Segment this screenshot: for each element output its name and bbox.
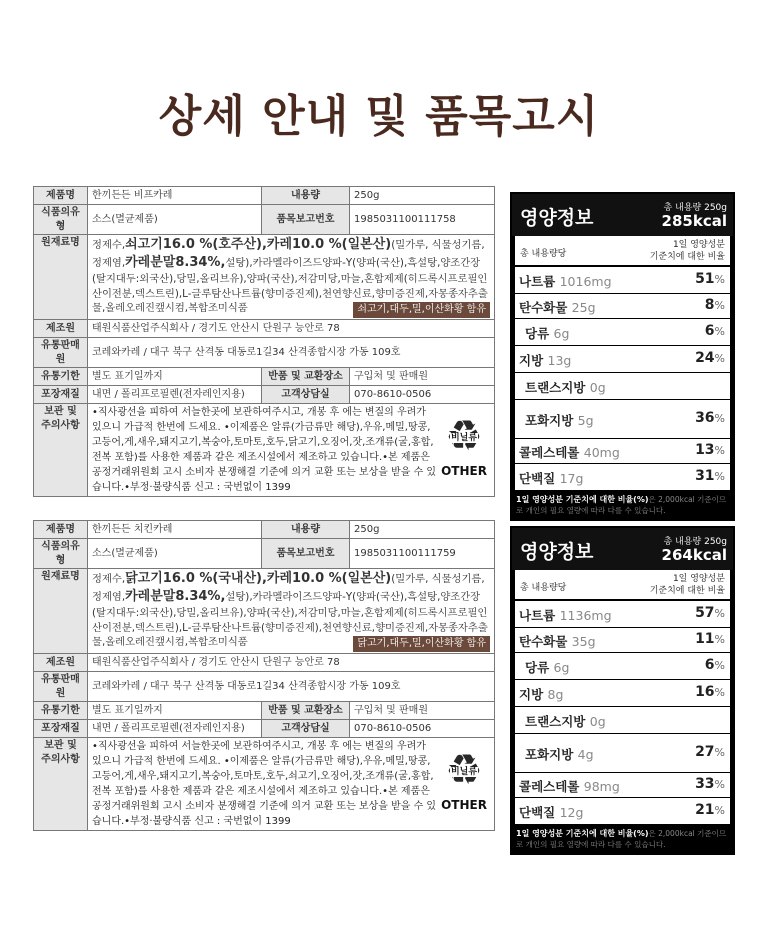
distributor: 코레와카레 / 대구 북구 산격동 대동로1길34 산격종합시장 가동 109호 — [88, 672, 495, 702]
recycle-mark — [440, 418, 488, 480]
ingredients-main: 닭고기16.0 %(국내산),카레10.0 %(일본산) — [125, 571, 392, 586]
label-product-name: 제품명 — [34, 187, 88, 205]
nutrient-amount: 98mg — [583, 779, 620, 794]
nutrient-row — [515, 707, 730, 734]
nutrient-label: 나트륨 — [519, 274, 556, 289]
daily-value-header: 1일 영양성분 기준치에 대한 비율 — [649, 240, 725, 263]
nutrient-name — [519, 632, 596, 650]
nutrient-label: 포화지방 — [525, 747, 574, 762]
label-packaging: 포장재질 — [34, 386, 88, 404]
label-volume: 내용량 — [262, 521, 350, 539]
nutrient-label: 트랜스지방 — [525, 714, 586, 729]
label-food-type: 식품의유형 — [34, 539, 88, 569]
nutrient-row — [515, 773, 730, 798]
nutrient-label: 탄수화물 — [519, 634, 568, 649]
notice — [88, 738, 495, 831]
nutrition-facts-panel — [510, 526, 735, 855]
nutrient-percent-value: 57 — [695, 605, 715, 621]
nutrient-row — [515, 734, 730, 773]
nutrient-row — [515, 373, 730, 400]
nutrient-row — [515, 400, 730, 439]
nutrient-label: 당류 — [525, 326, 550, 341]
nutrient-percent-value: 6 — [704, 323, 715, 339]
volume: 250g — [350, 521, 495, 539]
footnote-text: 은 2,000kcal 기준이므로 개인의 필요 열량에 따라 다를 수 있습니다. — [516, 829, 727, 849]
product-name: 한끼든든 치킨카레 — [88, 521, 262, 539]
report-no: 1985031100111759 — [350, 539, 495, 569]
label-manufacturer: 제조원 — [34, 320, 88, 338]
ingredients-main: 쇠고기16.0 %(호주산),카레10.0 %(일본산) — [125, 237, 392, 252]
nutrient-percent-value: 27 — [695, 744, 715, 760]
label-notice: 보관 및 주의사항 — [34, 404, 88, 497]
label-ingredients: 원재료명 — [34, 235, 88, 320]
notice-text: •직사광선을 피하여 서늘한곳에 보관하여주시고, 개봉 후 에는 변질의 우려가 있으니 가급적 한번에 드세요. •이제품은 알류(가금류만 해당),우유,메밀,땅콩,고등어,게,새우,돼지고기,복숭아,토마토,호두,닭고기,오징어,잣,조개류(굴,홍합,전복 포함)를 사용한 제품과 같은 제조시설에서 제조하고 있습니다.•본 제품은 공정거래위원회 고시 소비자 분쟁해결 기준에 의거 교환 또는 보상을 받을 수 있습니다.•부정·불량식품 신고 : 국번없이 1399 — [92, 407, 437, 494]
manufacturer: 태원식품산업주식회사 / 경기도 안산시 단원구 능안로 78 — [88, 654, 495, 672]
label-return-place: 반품 및 교환장소 — [262, 368, 350, 386]
nutrient-amount: 1016mg — [559, 274, 612, 289]
nutrient-name — [525, 378, 606, 396]
label-ingredients: 원재료명 — [34, 569, 88, 654]
nutrient-percent-value: 36 — [695, 410, 715, 426]
nutrient-amount: 40mg — [583, 445, 620, 460]
nutrient-percent: 31% — [695, 468, 725, 484]
nutrient-name — [519, 469, 583, 487]
nutrient-name — [525, 745, 594, 763]
nutrient-name — [525, 324, 569, 342]
nutrient-label: 콜레스테롤 — [519, 779, 580, 794]
nutrient-label: 단백질 — [519, 471, 556, 486]
nutrition-header — [512, 194, 733, 236]
product-name: 한끼든든 비프카레 — [88, 187, 262, 205]
nutrient-amount: 8g — [547, 687, 564, 702]
ingredients — [88, 235, 495, 320]
nutrient-percent: 57% — [695, 605, 725, 621]
customer-service: 070-8610-0506 — [350, 720, 495, 738]
ingredients-text: 정제수, — [92, 573, 126, 585]
nutrient-name — [519, 298, 596, 316]
recycle-mark-text: 비닐류 — [450, 767, 478, 778]
label-customer-service: 고객상담실 — [262, 720, 350, 738]
nutrient-name — [519, 272, 612, 290]
nutrition-body — [515, 236, 730, 491]
nutrient-amount: 12g — [559, 805, 584, 820]
footnote-bold: 1일 영양성분 기준치에 대한 비율(%) — [516, 829, 649, 838]
packaging: 내면 / 폴리프로필렌(전자레인지용) — [88, 720, 262, 738]
notice-text: •직사광선을 피하여 서늘한곳에 보관하여주시고, 개봉 후 에는 변질의 우려가 있으니 가급적 한번에 드세요. •이제품은 알류(가금류만 해당),우유,메밀,땅콩,고등어,게,새우,돼지고기,복숭아,토마토,호두,쇠고기,오징어,잣,조개류(굴,홍합,전복 포함)를 사용한 제품과 같은 제조시설에서 제조하고 있습니다.•본 제품은 공정거래위원회 고시 소비자 분쟁해결 기준에 의거 교환 또는 보상을 받을 수 있습니다.•부정·불량식품 신고 : 국번없이 1399 — [92, 741, 437, 828]
recycle-mark-text: 비닐류 — [450, 433, 478, 444]
nutrient-amount: 0g — [589, 380, 606, 395]
nutrient-row — [515, 601, 730, 628]
nutrient-name — [519, 606, 612, 624]
nutrition-heading: 영양정보 — [520, 541, 594, 563]
nutrient-percent-value: 21 — [695, 802, 715, 818]
nutrient-percent-value: 8 — [704, 297, 715, 313]
label-volume: 내용량 — [262, 187, 350, 205]
nutrient-amount: 0g — [589, 714, 606, 729]
allergy-badge: 쇠고기,대두,밀,이산화황 함유 — [353, 302, 490, 318]
return-place: 구입처 및 판매원 — [350, 702, 495, 720]
nutrient-percent: 6% — [704, 657, 725, 673]
label-expiry: 유통기한 — [34, 702, 88, 720]
nutrient-amount: 4g — [577, 747, 594, 762]
label-notice: 보관 및 주의사항 — [34, 738, 88, 831]
label-food-type: 식품의유형 — [34, 205, 88, 235]
nutrient-name — [519, 351, 571, 369]
report-no: 1985031100111758 — [350, 205, 495, 235]
basis-label: 총 내용량당 — [520, 249, 567, 259]
product-info-table — [33, 186, 495, 497]
nutrient-row — [515, 680, 730, 707]
product-info-table — [33, 520, 495, 831]
daily-value-header: 1일 영양성분 기준치에 대한 비율 — [649, 574, 725, 597]
nutrient-percent-value: 51 — [695, 271, 715, 287]
nutrient-row — [515, 319, 730, 346]
label-customer-service: 고객상담실 — [262, 386, 350, 404]
nutrition-footnote — [512, 491, 733, 519]
label-report-no: 품목보고번호 — [262, 539, 350, 569]
recycle-type: OTHER — [441, 798, 487, 813]
nutrient-percent-value: 33 — [695, 776, 715, 792]
return-place: 구입처 및 판매원 — [350, 368, 495, 386]
nutrient-name — [519, 685, 563, 703]
recycle-mark — [440, 752, 488, 814]
nutrient-percent: 6% — [704, 323, 725, 339]
nutrient-label: 탄수화물 — [519, 300, 568, 315]
ingredients-main: 카레분말8.34%, — [125, 255, 226, 271]
nutrient-percent: 27% — [695, 744, 725, 760]
nutrient-name — [525, 658, 569, 676]
nutrient-row — [515, 653, 730, 680]
nutrient-percent: 36% — [695, 410, 725, 426]
label-report-no: 품목보고번호 — [262, 205, 350, 235]
nutrient-row — [515, 798, 730, 825]
nutrient-percent: 33% — [695, 776, 725, 792]
recycle-type: OTHER — [441, 464, 487, 479]
nutrient-amount: 13g — [547, 353, 572, 368]
nutrient-name — [519, 777, 620, 795]
food-type: 소스(멸균제품) — [88, 539, 262, 569]
nutrient-row — [515, 439, 730, 464]
total-volume: 총 내용량 250g — [663, 203, 727, 213]
label-distributor: 유통판매원 — [34, 672, 88, 702]
ingredients — [88, 569, 495, 654]
nutrient-label: 나트륨 — [519, 608, 556, 623]
packaging: 내면 / 폴리프로필렌(전자레인지용) — [88, 386, 262, 404]
nutrition-body — [515, 570, 730, 825]
nutrition-column-header — [515, 570, 730, 601]
nutrient-percent: 11% — [695, 631, 725, 647]
nutrient-amount: 25g — [571, 300, 596, 315]
nutrient-percent: 21% — [695, 802, 725, 818]
recycle-icon — [444, 418, 484, 458]
notice — [88, 404, 495, 497]
nutrient-percent: 24% — [695, 350, 725, 366]
nutrient-percent-value: 16 — [695, 684, 715, 700]
nutrient-row — [515, 628, 730, 653]
ingredients-text: 설탕),카라멜라이즈드양파-Y(양파(국산),흑설탕,양조간장(탈지대두:외국산),당밀,올리브유),양파(국산),저감미당,마늘,혼합제제(히드록시프로필인산이전분,덱스트린),L-글루탐산나트륨(향미증진제),천연향신료,향미증진제,자몽종자추출물,올레오레진캪시컴,복합조미식품 — [92, 257, 488, 315]
nutrient-percent-value: 6 — [704, 657, 715, 673]
total-kcal: 264kcal — [661, 546, 727, 564]
expiry: 별도 표기일까지 — [88, 368, 262, 386]
food-type: 소스(멸균제품) — [88, 205, 262, 235]
total-kcal: 285kcal — [661, 212, 727, 230]
ingredients-text: 설탕),카라멜라이즈드양파-Y(양파(국산),흑설탕,양조간장(탈지대두:외국산),당밀,올리브유),양파(국산),저감미당,마늘,혼합제제(히드록시프로필인산이전분,덱스트린),L-글루탐산나트륨(향미증진제),천연향신료,향미증진제,자몽종자추출물,올레오레진캪시컴,복합조미식품 — [92, 591, 488, 649]
nutrient-name — [519, 443, 620, 461]
expiry: 별도 표기일까지 — [88, 702, 262, 720]
nutrient-amount: 5g — [577, 413, 594, 428]
footnote-bold: 1일 영양성분 기준치에 대한 비율(%) — [516, 495, 649, 504]
footnote-text: 은 2,000kcal 기준이므로 개인의 필요 열량에 따라 다를 수 있습니다. — [516, 495, 727, 515]
nutrient-percent-value: 13 — [695, 442, 715, 458]
nutrient-label: 당류 — [525, 660, 550, 675]
page-title: 상세 안내 및 품목고시 — [158, 91, 600, 142]
manufacturer: 태원식품산업주식회사 / 경기도 안산시 단원구 능안로 78 — [88, 320, 495, 338]
ingredients-text: (밀가루, 식물성기름, 정제염, — [92, 573, 485, 604]
recycle-icon — [444, 752, 484, 792]
nutrient-percent: 51% — [695, 271, 725, 287]
nutrient-percent-value: 31 — [695, 468, 715, 484]
nutrient-label: 콜레스테롤 — [519, 445, 580, 460]
nutrient-name — [519, 803, 583, 821]
nutrient-percent: 8% — [704, 297, 725, 313]
ingredients-text: 정제수, — [92, 239, 126, 251]
label-packaging: 포장재질 — [34, 720, 88, 738]
nutrition-heading: 영양정보 — [520, 207, 594, 229]
nutrient-name — [525, 411, 594, 429]
nutrient-row — [515, 294, 730, 319]
nutrient-label: 지방 — [519, 687, 544, 702]
nutrient-row — [515, 267, 730, 294]
nutrient-name — [525, 712, 606, 730]
nutrition-facts-panel — [510, 192, 735, 521]
label-return-place: 반품 및 교환장소 — [262, 702, 350, 720]
ingredients-text: (밀가루, 식물성기름, 정제염, — [92, 239, 485, 270]
nutrient-label: 지방 — [519, 353, 544, 368]
label-manufacturer: 제조원 — [34, 654, 88, 672]
volume: 250g — [350, 187, 495, 205]
nutrient-row — [515, 346, 730, 373]
ingredients-main: 카레분말8.34%, — [125, 589, 226, 605]
nutrient-amount: 6g — [553, 660, 570, 675]
nutrient-percent: 13% — [695, 442, 725, 458]
nutrient-amount: 35g — [571, 634, 596, 649]
nutrient-label: 포화지방 — [525, 413, 574, 428]
nutrient-amount: 6g — [553, 326, 570, 341]
nutrient-label: 트랜스지방 — [525, 380, 586, 395]
label-product-name: 제품명 — [34, 521, 88, 539]
nutrient-percent: 16% — [695, 684, 725, 700]
nutrient-amount: 17g — [559, 471, 584, 486]
nutrition-footnote — [512, 825, 733, 853]
distributor: 코레와카레 / 대구 북구 산격동 대동로1길34 산격종합시장 가동 109호 — [88, 338, 495, 368]
nutrient-amount: 1136mg — [559, 608, 612, 623]
nutrient-percent-value: 11 — [695, 631, 715, 647]
customer-service: 070-8610-0506 — [350, 386, 495, 404]
nutrient-row — [515, 464, 730, 491]
nutrient-percent-value: 24 — [695, 350, 715, 366]
total-volume: 총 내용량 250g — [663, 537, 727, 547]
allergy-badge: 닭고기,대두,밀,이산화황 함유 — [353, 636, 490, 652]
nutrient-label: 단백질 — [519, 805, 556, 820]
nutrition-column-header — [515, 236, 730, 267]
nutrition-header — [512, 528, 733, 570]
basis-label: 총 내용량당 — [520, 583, 567, 593]
label-distributor: 유통판매원 — [34, 338, 88, 368]
label-expiry: 유통기한 — [34, 368, 88, 386]
